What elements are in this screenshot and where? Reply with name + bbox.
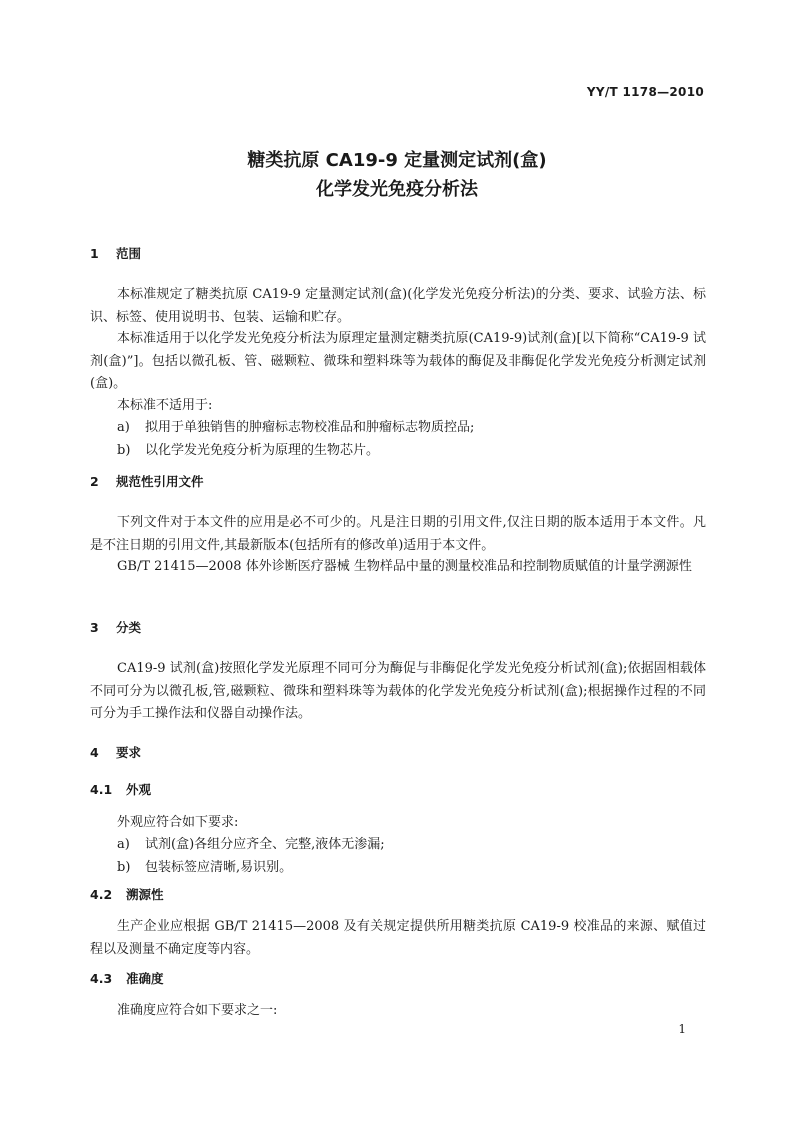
section-number: 4 [90, 745, 99, 760]
list-marker: b) [117, 860, 131, 875]
section-4-1-paragraph-1: 外观应符合如下要求: [117, 815, 239, 830]
list-item-text: 包装标签应清晰,易识别。 [145, 860, 293, 875]
list-marker: a) [117, 837, 130, 852]
section-1-heading [90, 245, 141, 263]
standard-code: YY/T 1178—2010 [586, 85, 704, 99]
section-title: 外观 [126, 782, 152, 797]
section-title: 规范性引用文件 [116, 474, 204, 489]
section-2-paragraph-1: 下列文件对于本文件的应用是必不可少的。凡是注日期的引用文件,仅注日期的版本适用于本文件。凡是不注日期的引用文件,其最新版本(包括所有的修改单)适用于本文件。 [90, 515, 706, 553]
section-2-paragraph-2: GB/T 21415—2008 体外诊断医疗器械 生物样品中量的测量校准品和控制物质赋值的计量学溯源性 [117, 559, 692, 574]
section-4-3-heading [90, 970, 164, 988]
section-1-paragraph-2: 本标准适用于以化学发光免疫分析法为原理定量测定糖类抗原(CA19-9)试剂(盒)[以下简称“CA19-9 试剂(盒)”]。包括以微孔板、管、磁颗粒、微珠和塑料珠等为载体的酶促及非酶促化学发光免疫分析测定试剂(盒)。 [90, 331, 706, 391]
section-4-1-heading [90, 781, 151, 799]
section-2-heading [90, 473, 204, 491]
section-number: 2 [90, 474, 99, 489]
section-1-list-item-a [117, 417, 474, 440]
section-4-2-paragraph-1: 生产企业应根据 GB/T 21415—2008 及有关规定提供所用糖类抗原 CA19-9 校准品的来源、赋值过程以及测量不确定度等内容。 [90, 919, 706, 957]
list-marker: a) [117, 420, 130, 435]
document-title-line2: 化学发光免疫分析法 [316, 179, 478, 200]
section-number: 3 [90, 620, 99, 635]
section-title: 范围 [116, 246, 142, 261]
section-number: 4.2 [90, 887, 113, 902]
list-marker: b) [117, 443, 131, 458]
list-item-text: 拟用于单独销售的肿瘤标志物校准品和肿瘤标志物质控品; [145, 420, 475, 435]
section-4-1-list-item-a [117, 834, 385, 857]
section-title: 要求 [116, 745, 142, 760]
section-title: 分类 [116, 620, 142, 635]
section-title: 准确度 [126, 971, 164, 986]
section-number: 4.1 [90, 782, 113, 797]
section-number: 1 [90, 246, 99, 261]
section-3-paragraph-1: CA19-9 试剂(盒)按照化学发光原理不同可分为酶促与非酶促化学发光免疫分析试剂(盒);依据固相载体不同可分为以微孔板,管,磁颗粒、微珠和塑料珠等为载体的化学发光免疫分析试剂(盒);根据操作过程的不同可分为手工操作法和仪器自动操作法。 [90, 661, 706, 721]
section-3-heading [90, 619, 141, 637]
section-number: 4.3 [90, 971, 113, 986]
section-4-heading [90, 744, 141, 762]
section-1-list-item-b [117, 440, 379, 463]
section-4-1-list-item-b [117, 857, 292, 880]
page-number: 1 [678, 1022, 686, 1036]
section-4-3-paragraph-1: 准确度应符合如下要求之一: [117, 1003, 278, 1018]
list-item-text: 以化学发光免疫分析为原理的生物芯片。 [145, 443, 380, 458]
section-1-paragraph-1: 本标准规定了糖类抗原 CA19-9 定量测定试剂(盒)(化学发光免疫分析法)的分类、要求、试验方法、标识、标签、使用说明书、包装、运输和贮存。 [90, 287, 706, 325]
section-4-2-heading [90, 886, 164, 904]
section-1-paragraph-3: 本标准不适用于: [117, 398, 213, 413]
document-title-line1: 糖类抗原 CA19-9 定量测定试剂(盒) [247, 150, 547, 171]
section-title: 溯源性 [126, 887, 164, 902]
list-item-text: 试剂(盒)各组分应齐全、完整,液体无渗漏; [145, 837, 385, 852]
